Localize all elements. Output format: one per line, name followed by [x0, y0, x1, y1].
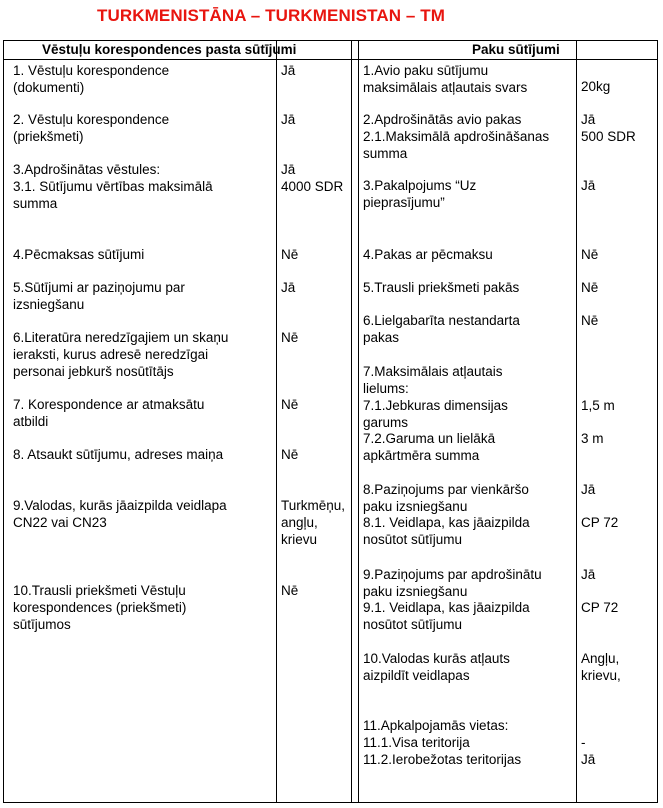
parcels-label-line: 11.Apkalpojamās vietas: [363, 718, 509, 733]
letters-value-line: Nē [281, 330, 299, 345]
parcels-row-14-label [363, 650, 575, 684]
parcels-label-line: 10.Valodas kurās atļauts [363, 651, 510, 666]
parcels-row-9-label [363, 430, 575, 464]
letters-row-8-label [13, 446, 275, 463]
parcels-label-line: 1.Avio paku sūtījumu [363, 63, 489, 78]
letters-value-line: Jā [281, 112, 296, 127]
parcels-value-line: Nē [581, 313, 599, 328]
letters-label-line: 3.Apdrošinātas vēstules: [13, 162, 161, 177]
parcels-row-4-value [581, 246, 657, 263]
parcels-label-line: 7.2.Garuma un lielākā [363, 431, 496, 446]
letters-row-5-value [281, 279, 351, 296]
letters-label-line: sūtījumos [13, 617, 71, 632]
parcels-row-11-value [581, 514, 657, 531]
parcels-row-12-label [363, 566, 575, 600]
parcels-label-line: nosūtot sūtījumu [363, 532, 463, 547]
parcels-value-line: Nē [581, 247, 599, 262]
parcels-label-line: 8.Paziņojums par vienkāršo [363, 482, 529, 497]
parcels-label-line: 5.Trausli priekšmeti pakās [363, 280, 520, 295]
parcels-value-line: Jā [581, 112, 596, 127]
letters-row-8-value [281, 446, 351, 463]
letters-label-line: 10.Trausli priekšmeti Vēstuļu [13, 583, 186, 598]
letters-header: Vēstuļu korespondences pasta sūtījumi [42, 42, 297, 57]
letters-row-9-label [13, 497, 275, 531]
parcels-value-line: Jā [581, 567, 596, 582]
parcels-value-line: - [581, 735, 586, 750]
parcels-row-4-label [363, 246, 575, 263]
parcels-row-2-label [363, 111, 575, 162]
letters-row-6-value [281, 329, 351, 346]
letters-row-1-value [281, 62, 351, 79]
parcels-row-13-value [581, 599, 657, 616]
parcels-row-2-value [581, 111, 657, 145]
letters-value-line: 4000 SDR [281, 179, 344, 194]
parcels-label-line: pieprasījumu” [363, 195, 445, 210]
parcels-value-line: Angļu, [581, 651, 620, 666]
parcels-value-line: CP 72 [581, 600, 619, 615]
parcels-row-14-value [581, 650, 657, 684]
parcels-label-line: maksimālais atļautais svars [363, 80, 528, 95]
parcels-row-10-value [581, 481, 657, 498]
letters-row-9-value [281, 497, 351, 548]
page-title: TURKMENISTĀNA – TURKMENISTAN – TM [97, 6, 446, 25]
letters-label-line: 3.1. Sūtījumu vērtības maksimālā [13, 179, 213, 194]
letters-label-line: korespondences (priekšmeti) [13, 600, 187, 615]
parcels-row-3-label [363, 177, 575, 211]
parcels-label-line: paku izsniegšanu [363, 584, 468, 599]
parcels-row-12-value [581, 566, 657, 583]
letters-row-1-label [13, 62, 275, 96]
parcels-label-line: apkārtmēra summa [363, 448, 480, 463]
letters-row-4-value [281, 246, 351, 263]
letters-value-line: Jā [281, 63, 296, 78]
parcels-row-11-label [363, 514, 575, 548]
letters-label-line: 6.Literatūra neredzīgajiem un skaņu [13, 330, 229, 345]
parcels-row-5-value [581, 279, 657, 296]
parcels-label-line: 7.1.Jebkuras dimensijas [363, 398, 508, 413]
letters-row-7-value [281, 396, 351, 413]
parcels-label-line: pakas [363, 330, 400, 345]
letters-row-5-label [13, 279, 275, 313]
letters-value-line: Jā [281, 162, 296, 177]
letters-value-line: krievu [281, 532, 318, 547]
letters-value-line: Turkmēņu, [281, 498, 346, 513]
parcels-value-line: krievu, [581, 668, 621, 683]
letters-label-line: 2. Vēstuļu korespondence [13, 112, 170, 127]
parcels-row-6-label [363, 312, 575, 346]
parcels-row-9-value [581, 430, 657, 447]
letters-label-line: 7. Korespondence ar atmaksātu [13, 397, 205, 412]
letters-value-line: Nē [281, 247, 299, 262]
parcels-label-line: 3.Pakalpojums “Uz [363, 178, 477, 193]
letters-row-10-value [281, 582, 351, 599]
parcels-row-5-label [363, 279, 575, 296]
parcels-value-line: 3 m [581, 431, 604, 446]
parcels-label-line: 2.1.Maksimālā apdrošināšanas [363, 129, 550, 144]
parcels-row-15-value [581, 717, 657, 768]
parcels-row-7-label [363, 363, 575, 397]
parcels-value-line: 1,5 m [581, 398, 615, 413]
letters-label-line: (dokumenti) [13, 80, 85, 95]
parcels-value-line: 500 SDR [581, 129, 636, 144]
parcels-row-1-label [363, 62, 575, 96]
parcels-label-line: 7.Maksimālais atļautais [363, 364, 503, 379]
parcels-label-line: garums [363, 415, 409, 430]
letters-row-3-value [281, 161, 351, 195]
parcels-label-line: 8.1. Veidlapa, kas jāaizpilda [363, 515, 530, 530]
letters-value-line: Nē [281, 397, 299, 412]
parcels-value-line: Jā [581, 752, 596, 767]
letters-row-2-label [13, 111, 275, 145]
letters-label-line: 1. Vēstuļu korespondence [13, 63, 170, 78]
letters-value-line: Nē [281, 447, 299, 462]
parcels-row-15-label [363, 717, 575, 768]
parcels-value-line: 20kg [581, 79, 611, 94]
letters-row-2-value [281, 111, 351, 128]
parcels-label-line: 11.2.Ierobežotas teritorijas [363, 752, 522, 767]
parcels-value-line: Jā [581, 482, 596, 497]
letters-label-line: atbildi [13, 414, 49, 429]
letters-label-line: personai jebkurš nosūtītājs [13, 364, 174, 379]
header-divider [4, 59, 657, 60]
letters-label-line: CN22 vai CN23 [13, 515, 107, 530]
parcels-value-line [581, 717, 657, 734]
parcels-value-line: CP 72 [581, 515, 619, 530]
letters-value-line: angļu, [281, 515, 318, 530]
letters-label-line: summa [13, 196, 58, 211]
letters-label-line: 4.Pēcmaksas sūtījumi [13, 247, 145, 262]
letters-label-line: 8. Atsaukt sūtījumu, adreses maiņa [13, 447, 224, 462]
parcels-label-line: paku izsniegšanu [363, 499, 468, 514]
parcels-label-line: 9.1. Veidlapa, kas jāaizpilda [363, 600, 530, 615]
parcels-label-line: aizpildīt veidlapas [363, 668, 470, 683]
letters-row-6-label [13, 329, 275, 380]
letters-label-line: izsniegšanu [13, 297, 85, 312]
letters-label-line: 5.Sūtījumi ar paziņojumu par [13, 280, 185, 295]
parcels-row-1-value [581, 78, 657, 95]
parcels-label-line: 9.Paziņojums par apdrošinātu [363, 567, 542, 582]
parcels-row-8-label [363, 397, 575, 431]
parcels-row-13-label [363, 599, 575, 633]
parcels-label-line: lielums: [363, 381, 409, 396]
parcels-value-line: Nē [581, 280, 599, 295]
parcels-row-8-value [581, 397, 657, 414]
parcels-label-line: 2.Apdrošinātās avio pakas [363, 112, 522, 127]
column-divider [276, 41, 277, 802]
parcels-label-line: 4.Pakas ar pēcmaksu [363, 247, 493, 262]
parcels-header: Paku sūtījumi [472, 42, 560, 57]
letters-value-line: Jā [281, 280, 296, 295]
letters-row-10-label [13, 582, 275, 633]
letters-row-3-label [13, 161, 275, 212]
postal-services-table [3, 40, 658, 803]
parcels-row-10-label [363, 481, 575, 515]
column-divider [576, 41, 577, 802]
column-divider [358, 41, 359, 802]
column-divider [351, 41, 352, 802]
parcels-label-line: nosūtot sūtījumu [363, 617, 463, 632]
letters-row-7-label [13, 396, 275, 430]
parcels-row-3-value [581, 177, 657, 194]
letters-value-line: Nē [281, 583, 299, 598]
parcels-label-line: summa [363, 146, 408, 161]
letters-label-line: (priekšmeti) [13, 129, 84, 144]
letters-label-line: 9.Valodas, kurās jāaizpilda veidlapa [13, 498, 227, 513]
letters-label-line: ieraksti, kurus adresē neredzīgai [13, 347, 209, 362]
parcels-row-6-value [581, 312, 657, 329]
letters-row-4-label [13, 246, 275, 263]
parcels-label-line: 6.Lielgabarīta nestandarta [363, 313, 520, 328]
parcels-label-line: 11.1.Visa teritorija [363, 735, 470, 750]
parcels-value-line: Jā [581, 178, 596, 193]
